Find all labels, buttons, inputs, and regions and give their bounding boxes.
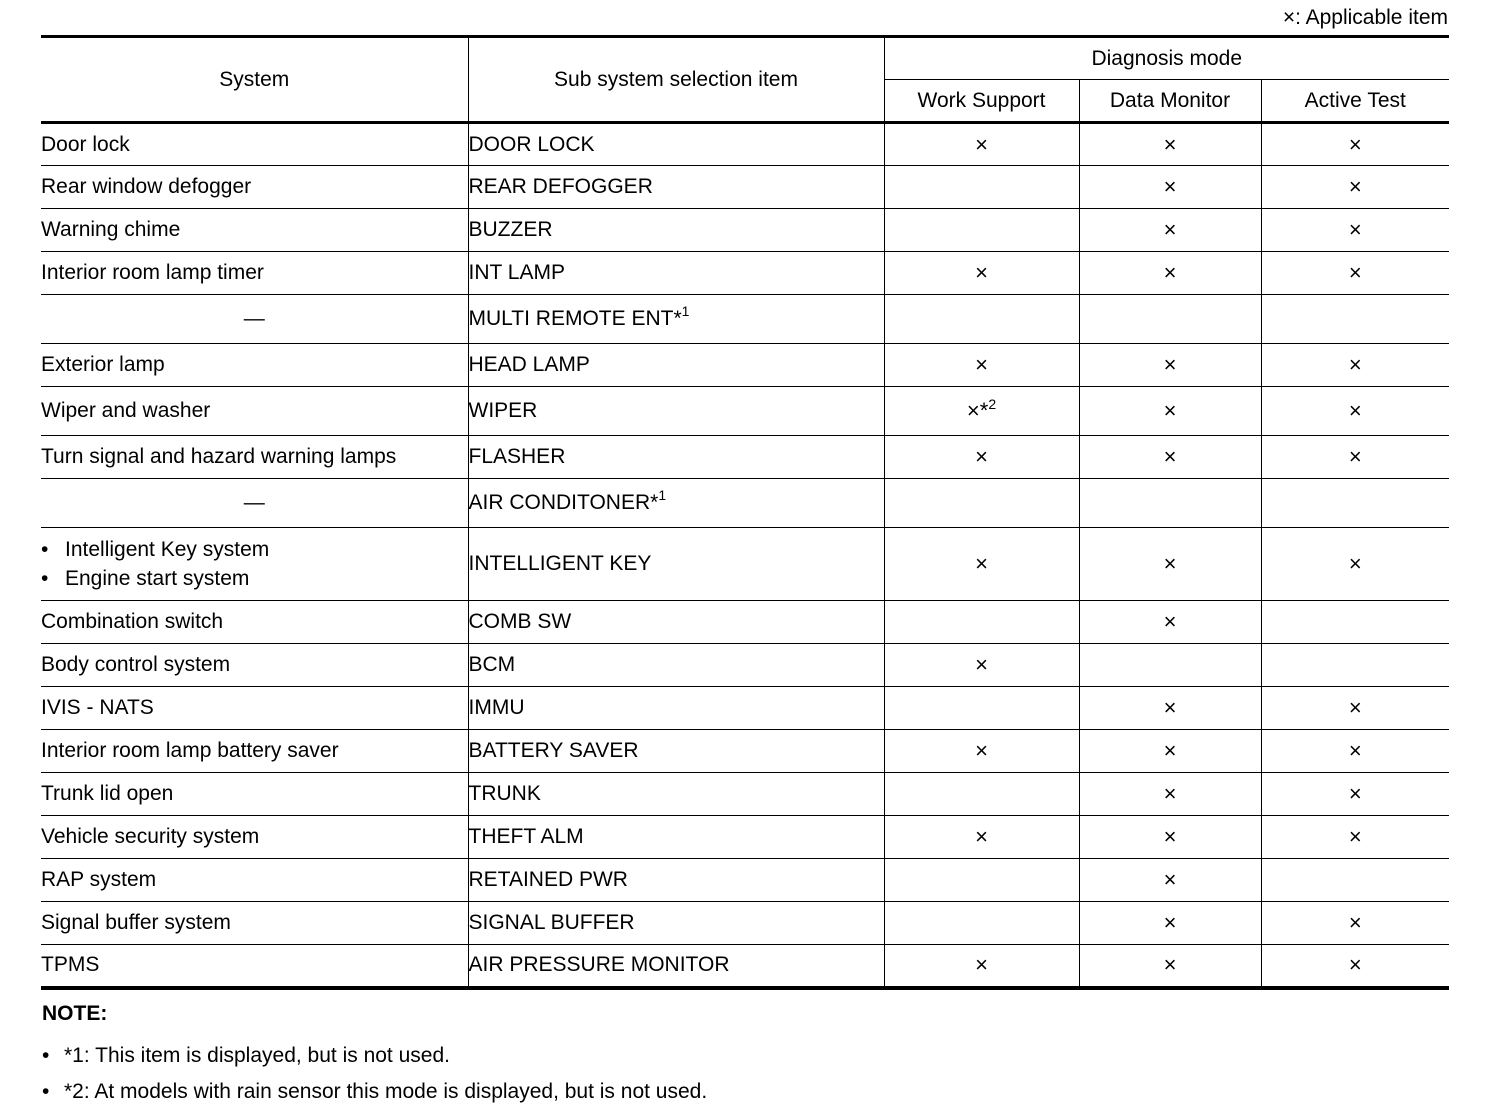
active-test-cell: × [1261, 436, 1449, 479]
sub-system-label: COMB SW [468, 610, 572, 633]
work-support-cell [884, 945, 1079, 988]
active-test-cell: × [1261, 528, 1449, 601]
data-monitor-cell: × [1079, 859, 1261, 902]
sub-system-label: TRUNK [468, 782, 541, 805]
sub-system-label: AIR PRESSURE MONITOR [468, 953, 730, 977]
sub-system-cell [468, 123, 884, 166]
work-support-cell [884, 644, 1079, 687]
sub-system-cell [468, 479, 884, 528]
table-row [41, 859, 1449, 902]
system-cell: Door lock [41, 123, 468, 166]
active-test-cell [1261, 644, 1449, 687]
header-sub-system: Sub system selection item [468, 37, 884, 123]
sub-system-label: HEAD LAMP [468, 353, 590, 376]
sub-system-cell [468, 344, 884, 387]
note-title: NOTE: [42, 1002, 108, 1025]
sub-system-cell [468, 773, 884, 816]
applicable-mark: × [975, 260, 988, 285]
header-system: System [41, 37, 468, 123]
data-monitor-cell: × [1079, 387, 1261, 436]
work-support-cell [884, 730, 1079, 773]
work-support-cell [884, 344, 1079, 387]
data-monitor-cell: × [1079, 816, 1261, 859]
data-monitor-cell: × [1079, 123, 1261, 166]
applicable-mark: × [975, 952, 988, 978]
table-row [41, 528, 1449, 601]
work-support-cell [884, 687, 1079, 730]
data-monitor-cell: × [1079, 730, 1261, 773]
sub-system-cell [468, 816, 884, 859]
data-monitor-cell: × [1079, 209, 1261, 252]
sub-system-label: AIR CONDITONER* [468, 491, 659, 514]
data-monitor-cell: × [1079, 945, 1261, 988]
sub-system-label: INT LAMP [468, 261, 565, 284]
sub-system-label: FLASHER [468, 445, 566, 468]
data-monitor-cell: × [1079, 687, 1261, 730]
system-cell: Turn signal and hazard warning lamps [41, 436, 468, 479]
sub-system-label: RETAINED PWR [468, 868, 628, 891]
sub-system-cell [468, 902, 884, 945]
system-cell: Vehicle security system [41, 816, 468, 859]
sub-system-label: IMMU [468, 696, 525, 719]
header-active-test: Active Test [1261, 80, 1449, 123]
system-bullet-list [41, 535, 468, 593]
sub-system-cell [468, 644, 884, 687]
data-monitor-cell: × [1079, 252, 1261, 295]
active-test-cell: × [1261, 252, 1449, 295]
applicable-mark: × [975, 551, 988, 576]
sub-system-cell [468, 945, 884, 988]
table-row [41, 687, 1449, 730]
sub-system-cell [468, 730, 884, 773]
table-row [41, 730, 1449, 773]
footnote-ref: 1 [658, 487, 667, 503]
system-cell: Warning chime [41, 209, 468, 252]
note-section [42, 1002, 707, 1110]
system-cell: Combination switch [41, 601, 468, 644]
table-row [41, 295, 1449, 344]
diagnosis-mode-table [41, 35, 1449, 990]
system-cell: Exterior lamp [41, 344, 468, 387]
system-cell: RAP system [41, 859, 468, 902]
active-test-cell: × [1261, 344, 1449, 387]
sub-system-label: SIGNAL BUFFER [468, 911, 635, 934]
active-test-cell: × [1261, 945, 1449, 988]
active-test-cell [1261, 479, 1449, 528]
sub-system-cell [468, 436, 884, 479]
applicable-item-legend: ×: Applicable item [1282, 6, 1448, 29]
work-support-cell [884, 209, 1079, 252]
data-monitor-cell [1079, 295, 1261, 344]
active-test-cell [1261, 601, 1449, 644]
work-support-cell [884, 816, 1079, 859]
sub-system-cell [468, 166, 884, 209]
sub-system-label: BCM [468, 653, 516, 676]
sub-system-cell [468, 295, 884, 344]
header-data-monitor: Data Monitor [1079, 80, 1261, 123]
table-row [41, 945, 1449, 988]
applicable-mark: × [975, 824, 988, 849]
work-support-cell [884, 252, 1079, 295]
active-test-cell: × [1261, 687, 1449, 730]
table-row [41, 344, 1449, 387]
work-support-cell [884, 601, 1079, 644]
system-cell [41, 528, 468, 601]
table-row [41, 479, 1449, 528]
system-cell: — [41, 295, 468, 344]
table-row [41, 773, 1449, 816]
work-support-cell [884, 859, 1079, 902]
note-list [42, 1038, 707, 1110]
work-support-cell [884, 479, 1079, 528]
applicable-mark: × [975, 131, 988, 157]
header-diagnosis-mode: Diagnosis mode [884, 37, 1449, 80]
active-test-cell [1261, 295, 1449, 344]
system-cell: Interior room lamp battery saver [41, 730, 468, 773]
applicable-mark: × [975, 444, 988, 469]
table-row [41, 644, 1449, 687]
system-cell: Wiper and washer [41, 387, 468, 436]
table-row [41, 123, 1449, 166]
table-row [41, 387, 1449, 436]
sub-system-label: WIPER [468, 399, 538, 422]
table-row [41, 252, 1449, 295]
table-row [41, 436, 1449, 479]
table-row [41, 601, 1449, 644]
applicable-mark: × [975, 352, 988, 377]
system-cell: Rear window defogger [41, 166, 468, 209]
data-monitor-cell: × [1079, 902, 1261, 945]
sub-system-cell [468, 601, 884, 644]
data-monitor-cell: × [1079, 166, 1261, 209]
note-item-2: • *2: At models with rain sensor this mode is displayed, but is not used. [42, 1074, 707, 1110]
table-body [41, 123, 1449, 988]
work-support-cell [884, 902, 1079, 945]
applicable-mark: × [975, 652, 988, 677]
system-cell: TPMS [41, 945, 468, 988]
active-test-cell: × [1261, 773, 1449, 816]
data-monitor-cell: × [1079, 436, 1261, 479]
table-row [41, 166, 1449, 209]
active-test-cell: × [1261, 730, 1449, 773]
work-support-cell [884, 387, 1079, 436]
sub-system-label: MULTI REMOTE ENT* [468, 307, 682, 330]
active-test-cell: × [1261, 902, 1449, 945]
sub-system-cell [468, 528, 884, 601]
footnote-ref: 2 [988, 396, 997, 412]
system-cell: — [41, 479, 468, 528]
data-monitor-cell [1079, 479, 1261, 528]
work-support-cell [884, 773, 1079, 816]
note-item-1: • *1: This item is displayed, but is not used. [42, 1038, 707, 1074]
sub-system-label: BATTERY SAVER [468, 739, 639, 762]
table-row [41, 902, 1449, 945]
system-cell: Body control system [41, 644, 468, 687]
work-support-cell [884, 123, 1079, 166]
system-bullet-item: • Engine start system [41, 564, 468, 593]
system-cell: Signal buffer system [41, 902, 468, 945]
active-test-cell: × [1261, 166, 1449, 209]
system-cell: Interior room lamp timer [41, 252, 468, 295]
sub-system-cell [468, 387, 884, 436]
data-monitor-cell: × [1079, 344, 1261, 387]
active-test-cell: × [1261, 816, 1449, 859]
active-test-cell: × [1261, 209, 1449, 252]
active-test-cell: × [1261, 123, 1449, 166]
work-support-cell [884, 436, 1079, 479]
applicable-mark: × [975, 738, 988, 763]
system-bullet-item: • Intelligent Key system [41, 535, 468, 564]
header-work-support: Work Support [884, 80, 1079, 123]
table-row [41, 816, 1449, 859]
work-support-cell [884, 166, 1079, 209]
sub-system-cell [468, 859, 884, 902]
data-monitor-cell: × [1079, 601, 1261, 644]
footnote-ref: 1 [681, 303, 690, 319]
sub-system-cell [468, 687, 884, 730]
sub-system-cell [468, 252, 884, 295]
sub-system-label: THEFT ALM [468, 825, 584, 848]
sub-system-label: DOOR LOCK [468, 132, 595, 156]
active-test-cell [1261, 859, 1449, 902]
data-monitor-cell: × [1079, 773, 1261, 816]
system-cell: Trunk lid open [41, 773, 468, 816]
data-monitor-cell [1079, 644, 1261, 687]
sub-system-cell [468, 209, 884, 252]
system-cell: IVIS - NATS [41, 687, 468, 730]
applicable-mark: ×* [966, 398, 989, 423]
sub-system-label: INTELLIGENT KEY [468, 552, 652, 575]
sub-system-label: REAR DEFOGGER [468, 175, 653, 198]
work-support-cell [884, 295, 1079, 344]
work-support-cell [884, 528, 1079, 601]
sub-system-label: BUZZER [468, 218, 553, 241]
active-test-cell: × [1261, 387, 1449, 436]
data-monitor-cell: × [1079, 528, 1261, 601]
table-row [41, 209, 1449, 252]
